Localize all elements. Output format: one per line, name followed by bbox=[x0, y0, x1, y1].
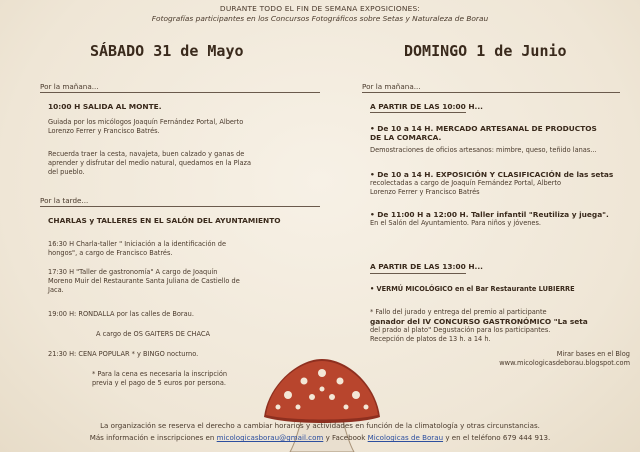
sat-talk-2 bbox=[48, 268, 338, 295]
sun-blog bbox=[470, 350, 630, 368]
sun-contest-line1: * Fallo del jurado y entrega del premio al participante bbox=[370, 308, 547, 316]
footer-contact-prefix: Más información e inscripciones en bbox=[89, 433, 215, 442]
sat-rondalla: 19:00 H: RONDALLA por las calles de Borau. bbox=[48, 310, 194, 318]
sat-cena: 21:30 H: CENA POPULAR * y BINGO nocturno. bbox=[48, 350, 199, 358]
sat-item1-desc1-line1: Guiada por los micólogos Joaquín Fernández Portal, Alberto bbox=[48, 118, 244, 126]
sun-workshop-line1: • De 11:00 H a 12:00 H. Taller infantil "Reutiliza y juega". bbox=[370, 210, 630, 219]
sun-market-line2: DE LA COMARCA. bbox=[370, 133, 442, 142]
sat-item1-desc2-line2: aprender y disfrutar del medio natural, quedamos en la Plaza bbox=[48, 159, 252, 167]
sun-contest-line3: del prado al plato" Degustación para los participantes. bbox=[370, 326, 551, 334]
sat-talk-1 bbox=[48, 240, 338, 258]
sun-workshop bbox=[370, 210, 630, 228]
sun-exhibition bbox=[370, 170, 630, 197]
sun-from13-rule bbox=[370, 273, 466, 274]
sat-gaiters: A cargo de OS GAITERS DE CHACA bbox=[96, 330, 211, 338]
footer-contact-phone: y en el teléfono 679 444 913. bbox=[445, 433, 551, 442]
sat-item1-desc2-line1: Recuerda traer la cesta, navajeta, buen calzado y ganas de bbox=[48, 150, 245, 158]
sat-afternoon-label: Por la tarde... bbox=[40, 196, 89, 205]
sat-cena-note-line1: * Para la cena es necesaria la inscripción bbox=[92, 370, 228, 378]
sun-vermu: • VERMÚ MICOLÓGICO en el Bar Restaurante LUBIERRE bbox=[370, 285, 575, 294]
email-link[interactable]: micologicasborau@gmail.com bbox=[216, 433, 324, 442]
facebook-link[interactable]: Micologicas de Borau bbox=[367, 433, 444, 442]
sun-from13: A PARTIR DE LAS 13:00 H... bbox=[370, 262, 483, 271]
sun-exhibition-line1: • De 10 a 14 H. EXPOSICIÓN Y CLASIFICACIÓN de las setas bbox=[370, 170, 630, 179]
header-line-1: DURANTE TODO EL FIN DE SEMANA EXPOSICIONES: bbox=[219, 4, 421, 13]
sun-contest-line4: Recepción de platos de 13 h. a 14 h. bbox=[370, 335, 491, 343]
sat-afternoon-rule bbox=[40, 206, 320, 207]
sat-item1-title: 10:00 H SALIDA AL MONTE. bbox=[48, 102, 162, 111]
sun-contest bbox=[370, 308, 632, 344]
sun-workshop-line2: En el Salón del Ayuntamiento. Para niños y jóvenes. bbox=[370, 219, 542, 227]
sat-item1-desc2 bbox=[48, 150, 338, 177]
sat-cena-note-line2: previa y el pago de 5 euros por persona. bbox=[92, 379, 226, 387]
sat-talk-1-line1: 16:30 H Charla-taller " Iniciación a la identificación de bbox=[48, 240, 227, 248]
sat-morning-label: Por la mañana... bbox=[40, 82, 99, 91]
blog-url-link[interactable]: www.micologicasdeborau.blogspot.com bbox=[499, 359, 630, 367]
sat-talk-2-line3: Jaca. bbox=[48, 286, 64, 294]
sunday-title: DOMINGO 1 de Junio bbox=[404, 42, 567, 60]
sun-blog-line1: Mirar bases en el Blog bbox=[556, 350, 630, 358]
header-line-2: Fotografías participantes en los Concursos Fotográficos sobre Setas y Naturaleza de Borau bbox=[151, 14, 489, 23]
sat-talk-2-line2: Moreno Muir del Restaurante Santa Juliana de Castiello de bbox=[48, 277, 240, 285]
sat-cena-note bbox=[92, 370, 227, 388]
sun-market-line1: • De 10 a 14 H. MERCADO ARTESANAL DE PRODUCTOS bbox=[370, 124, 630, 133]
footer-disclaimer: La organización se reserva el derecho a cambiar horarios y actividades en función de la climatología y otras circunstancias. bbox=[100, 421, 540, 430]
sun-exhibition-line3: Lorenzo Ferrer y Francisco Batrés bbox=[370, 188, 480, 196]
sun-morning-rule bbox=[362, 92, 620, 93]
sun-from10: A PARTIR DE LAS 10:00 H... bbox=[370, 102, 483, 111]
sun-contest-line2: ganador del IV CONCURSO GASTRONÓMICO "La seta bbox=[370, 317, 588, 326]
sat-morning-rule bbox=[40, 92, 320, 93]
sun-from10-rule bbox=[370, 112, 466, 113]
sun-market bbox=[370, 124, 630, 155]
sat-talk-1-line2: hongos", a cargo de Francisco Batrés. bbox=[48, 249, 173, 257]
sun-exhibition-line2: recolectadas a cargo de Joaquín Fernández Portal, Alberto bbox=[370, 179, 562, 187]
sat-talks-title: CHARLAS y TALLERES EN EL SALÓN DEL AYUNTAMIENTO bbox=[48, 216, 281, 225]
sun-morning-label: Por la mañana... bbox=[362, 82, 421, 91]
footer-contact-mid: y Facebook bbox=[325, 433, 366, 442]
sat-item1-desc1-line2: Lorenzo Ferrer y Francisco Batrés. bbox=[48, 127, 160, 135]
sun-market-demo: Demostraciones de oficios artesanos: mimbre, queso, teñido lanas... bbox=[370, 146, 597, 154]
sat-item1-desc2-line3: del pueblo. bbox=[48, 168, 85, 176]
saturday-title: SÁBADO 31 de Mayo bbox=[90, 42, 244, 60]
sat-talk-2-line1: 17:30 H "Taller de gastronomía" A cargo de Joaquín bbox=[48, 268, 218, 276]
footer-contact bbox=[0, 433, 640, 442]
sat-item1-desc1 bbox=[48, 118, 338, 136]
